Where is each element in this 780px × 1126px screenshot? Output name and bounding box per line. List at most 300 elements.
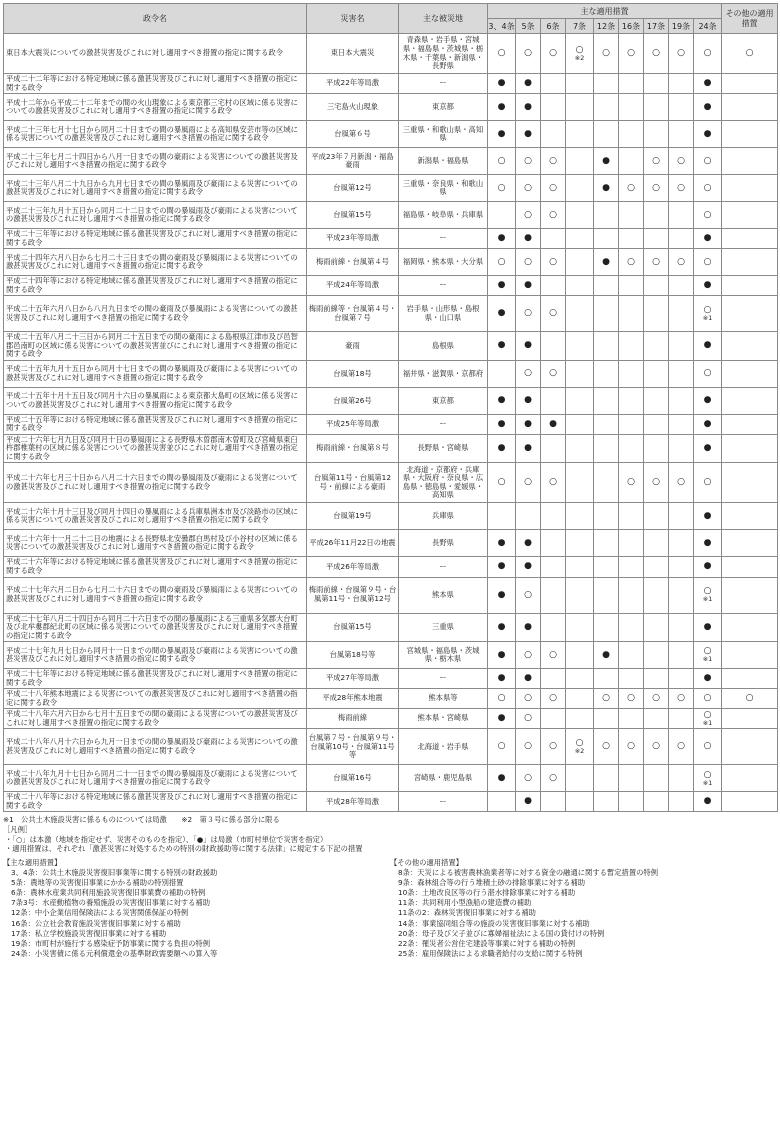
measure-mark: ● bbox=[524, 128, 532, 139]
measure-mark-cell bbox=[669, 34, 694, 74]
legend-item: 14条：事業協同組合等の施設の災害復旧事業に対する補助 bbox=[398, 918, 590, 928]
table-row bbox=[4, 613, 778, 642]
measure-mark: ● bbox=[497, 589, 506, 600]
other-measure-cell bbox=[722, 202, 778, 229]
measure-mark-cell bbox=[516, 530, 541, 557]
measure-mark: ○ bbox=[677, 182, 685, 193]
measure-mark-cell bbox=[669, 613, 694, 642]
header-col-7: 19条 bbox=[669, 19, 694, 34]
table-row bbox=[4, 74, 778, 94]
measure-mark-cell bbox=[669, 202, 694, 229]
measure-mark: ○ bbox=[703, 155, 712, 166]
measure-mark-cell bbox=[619, 669, 644, 689]
decree-name-cell: 平成二十八年等における特定地域に係る激甚災害及びこれに対し適用すべき措置の指定に関する政令 bbox=[4, 792, 307, 812]
measure-mark-cell bbox=[594, 642, 619, 669]
measure-mark: ○ bbox=[703, 182, 712, 193]
measure-mark-cell bbox=[694, 765, 722, 792]
measure-mark: ○ bbox=[524, 693, 532, 704]
measure-mark-cell bbox=[619, 613, 644, 642]
measure-mark-cell bbox=[541, 577, 566, 613]
disaster-name-cell: 台風第26号 bbox=[307, 387, 399, 414]
measure-mark: ○ bbox=[652, 48, 660, 58]
measure-mark-cell bbox=[594, 249, 619, 276]
decree-name-cell: 平成二十五年九月十五日から同月十七日までの間の暴風雨及び豪雨による災害についての激甚災害及びこれに対し適用すべき措置の指定に関する政令 bbox=[4, 360, 307, 387]
measure-mark: ○ bbox=[677, 256, 685, 267]
legend-item: 11条の2：森林災害復旧事業に対する補助 bbox=[398, 908, 536, 918]
measure-mark-cell bbox=[669, 463, 694, 503]
other-measure-cell bbox=[722, 669, 778, 689]
table-row bbox=[4, 414, 778, 434]
disaster-name-cell: 三宅島火山現象 bbox=[307, 94, 399, 121]
measure-mark-cell bbox=[594, 530, 619, 557]
measure-mark-cell bbox=[644, 175, 669, 202]
decree-name-cell: 平成二十五年八月二十三日から同月二十五日までの間の豪雨による島根県江津市及び邑智郡邑南町の区域に係る災害についての激甚災害並びにこれに対し適用すべき措置の指定に関する政令 bbox=[4, 332, 307, 361]
measure-mark: ● bbox=[703, 128, 712, 139]
header-area: 主な被災地 bbox=[399, 4, 488, 34]
measure-mark-cell bbox=[619, 229, 644, 249]
measure-mark-cell bbox=[541, 669, 566, 689]
other-measure-cell bbox=[722, 276, 778, 296]
measure-mark-cell bbox=[541, 296, 566, 332]
measure-mark: ○ bbox=[524, 368, 532, 379]
disaster-name-cell: 台風第15号 bbox=[307, 613, 399, 642]
decree-name-cell: 平成二十五年六月八日から八月九日までの間の豪雨及び暴風雨による災害についての激甚災害及びこれに対し適用すべき措置の指定に関する政令 bbox=[4, 296, 307, 332]
legend-line-1: ・「○」は本激（地域を指定せず、災害そのものを指定）、「●」は局激（市町村単位で災害を指定） bbox=[5, 834, 328, 844]
measure-mark-cell bbox=[619, 729, 644, 765]
measure-mark-cell bbox=[644, 463, 669, 503]
measure-mark-cell bbox=[541, 249, 566, 276]
measure-mark: ● bbox=[524, 621, 532, 632]
measure-mark-cell bbox=[594, 34, 619, 74]
measure-mark-cell bbox=[516, 463, 541, 503]
table-row bbox=[4, 202, 778, 229]
measure-mark: ● bbox=[497, 308, 506, 319]
measure-mark: ● bbox=[703, 561, 712, 572]
other-measure-cell: ○ bbox=[722, 689, 778, 709]
measure-mark-cell bbox=[516, 276, 541, 296]
measure-mark-cell bbox=[566, 74, 594, 94]
disaster-name-cell: 平成28年等局激 bbox=[307, 792, 399, 812]
measure-mark-cell bbox=[541, 792, 566, 812]
table-row bbox=[4, 121, 778, 148]
measure-mark: ● bbox=[497, 395, 506, 406]
disaster-name-cell: 豪雨 bbox=[307, 332, 399, 361]
measure-mark-cell bbox=[669, 577, 694, 613]
measure-mark-cell bbox=[541, 276, 566, 296]
measure-mark-cell bbox=[694, 434, 722, 463]
measure-mark-cell bbox=[516, 94, 541, 121]
measure-mark-cell bbox=[488, 613, 516, 642]
measure-mark-cell bbox=[566, 34, 594, 74]
measure-mark-cell bbox=[669, 332, 694, 361]
decree-name-cell: 平成十二年から平成二十二年までの間の火山現象による東京都三宅村の区域に係る災害についての激甚災害及びこれに対し適用すべき措置の指定に関する政令 bbox=[4, 94, 307, 121]
measure-mark-cell bbox=[694, 530, 722, 557]
measure-mark-cell bbox=[488, 557, 516, 577]
measure-mark-cell bbox=[644, 642, 669, 669]
table-row bbox=[4, 792, 778, 812]
measure-mark-cell bbox=[694, 577, 722, 613]
other-measure-cell bbox=[722, 229, 778, 249]
measure-mark: ○ bbox=[524, 649, 532, 660]
measure-mark-cell bbox=[644, 332, 669, 361]
measure-mark-cell bbox=[488, 689, 516, 709]
measure-mark-cell bbox=[694, 792, 722, 812]
other-measure-cell bbox=[722, 414, 778, 434]
measure-mark-cell bbox=[619, 276, 644, 296]
measure-mark: ● bbox=[497, 418, 506, 429]
measure-mark: ○ bbox=[549, 477, 557, 488]
measure-mark: ○ bbox=[652, 256, 660, 267]
measure-mark-cell bbox=[619, 689, 644, 709]
measure-mark-cell bbox=[541, 463, 566, 503]
measure-mark-cell bbox=[516, 34, 541, 74]
measure-mark: ○ bbox=[524, 308, 532, 319]
measure-mark-cell bbox=[566, 296, 594, 332]
measure-mark: ● bbox=[497, 280, 506, 291]
affected-area-cell: 熊本県等 bbox=[399, 689, 488, 709]
other-measure-cell bbox=[722, 613, 778, 642]
header-name: 政令名 bbox=[4, 4, 307, 34]
measure-mark: ● bbox=[602, 649, 610, 660]
measure-mark: ● bbox=[524, 673, 532, 684]
other-measure-cell bbox=[722, 503, 778, 530]
measure-mark-cell bbox=[488, 729, 516, 765]
measure-mark: ○ bbox=[703, 209, 712, 220]
measure-mark-cell bbox=[541, 387, 566, 414]
disaster-name-cell: 平成24年等局激 bbox=[307, 276, 399, 296]
measure-mark: ● bbox=[524, 233, 532, 244]
measure-mark: ● bbox=[549, 418, 557, 429]
measure-mark-cell bbox=[516, 792, 541, 812]
decree-name-cell: 平成二十三年七月十七日から同月二十日までの間の暴風雨による高知県安芸市等の区域に係る災害についての激甚災害及びこれに対し適用すべき措置の指定に関する政令 bbox=[4, 121, 307, 148]
measure-mark: ● bbox=[602, 155, 610, 166]
other-measure-cell bbox=[722, 332, 778, 361]
measure-mark-cell bbox=[488, 94, 516, 121]
legend-item: 19条：市町村が施行する感染症予防事業に関する負担の特例 bbox=[11, 938, 211, 948]
measure-mark: ● bbox=[497, 649, 506, 660]
measure-mark-cell bbox=[488, 360, 516, 387]
table-row bbox=[4, 387, 778, 414]
measure-mark-cell bbox=[619, 148, 644, 175]
measure-mark: ○ bbox=[497, 477, 506, 488]
header-other-measures: その他の適用措置 bbox=[722, 4, 778, 34]
measure-mark-cell bbox=[594, 729, 619, 765]
measure-mark-cell bbox=[488, 296, 516, 332]
measure-mark-cell bbox=[694, 34, 722, 74]
measure-mark-cell bbox=[594, 229, 619, 249]
measure-mark: ● bbox=[497, 621, 506, 632]
affected-area-cell: ー bbox=[399, 414, 488, 434]
measure-mark-cell bbox=[541, 709, 566, 729]
measure-mark-cell bbox=[541, 729, 566, 765]
measure-mark: ● bbox=[524, 340, 532, 351]
measure-mark-cell bbox=[694, 463, 722, 503]
measure-mark: ○ bbox=[575, 44, 584, 55]
measure-mark-cell bbox=[594, 276, 619, 296]
legend-item: 6条：農林水産業共同利用施設災害復旧事業費の補助の特例 bbox=[11, 888, 206, 898]
decree-name-cell: 平成二十七年等における特定地域に係る激甚災害及びこれに対し適用すべき措置の指定に関する政令 bbox=[4, 669, 307, 689]
measure-mark-cell bbox=[644, 414, 669, 434]
measure-mark-cell bbox=[516, 577, 541, 613]
measure-mark-cell bbox=[694, 175, 722, 202]
measure-mark-cell bbox=[694, 332, 722, 361]
measure-mark: ○ bbox=[703, 646, 712, 657]
measure-mark-cell bbox=[541, 121, 566, 148]
measure-mark-cell bbox=[694, 296, 722, 332]
measure-mark-cell bbox=[541, 202, 566, 229]
measure-mark-cell bbox=[619, 557, 644, 577]
measure-mark: ● bbox=[497, 443, 506, 454]
measure-mark: ○ bbox=[677, 693, 685, 704]
measure-mark-cell bbox=[619, 94, 644, 121]
measure-mark: ○ bbox=[524, 741, 532, 752]
measure-mark-cell bbox=[694, 229, 722, 249]
measure-mark-cell bbox=[594, 202, 619, 229]
measure-mark: ● bbox=[602, 256, 610, 267]
header-col-8: 24条 bbox=[694, 19, 722, 34]
measure-mark-cell bbox=[488, 463, 516, 503]
measure-mark-cell bbox=[488, 202, 516, 229]
measure-mark-cell bbox=[541, 414, 566, 434]
decree-name-cell: 平成二十三年八月二十九日から九月七日までの間の暴風雨及び豪雨による災害についての激甚災害及びこれに対し適用すべき措置の指定に関する政令 bbox=[4, 175, 307, 202]
measure-mark-cell bbox=[516, 332, 541, 361]
measure-mark-cell bbox=[669, 557, 694, 577]
affected-area-cell: 北海道・京都府・兵庫県・大阪府・奈良県・広島県・徳島県・愛媛県・高知県 bbox=[399, 463, 488, 503]
measure-mark: ○ bbox=[549, 48, 557, 58]
measure-mark-cell bbox=[669, 360, 694, 387]
decree-name-cell: 平成二十二年等における特定地域に係る激甚災害及びこれに対し適用すべき措置の指定に関する政令 bbox=[4, 74, 307, 94]
measure-mark-cell bbox=[644, 689, 669, 709]
measure-mark: ○ bbox=[703, 368, 712, 379]
table-row bbox=[4, 577, 778, 613]
measure-mark-cell bbox=[488, 74, 516, 94]
measure-mark-cell bbox=[619, 709, 644, 729]
disaster-name-cell: 平成23年等局激 bbox=[307, 229, 399, 249]
measure-mark-cell bbox=[669, 729, 694, 765]
disaster-name-cell: 梅雨前線等・台風第４号・台風第７号 bbox=[307, 296, 399, 332]
other-measure-cell bbox=[722, 121, 778, 148]
measure-mark-cell bbox=[488, 669, 516, 689]
table-row bbox=[4, 642, 778, 669]
measure-mark-cell bbox=[669, 765, 694, 792]
measure-mark: ● bbox=[703, 78, 712, 89]
affected-area-cell: 三重県・奈良県・和歌山県 bbox=[399, 175, 488, 202]
measure-mark-cell bbox=[669, 792, 694, 812]
decree-name-cell: 平成二十六年七月三十日から八月二十六日までの間の暴風雨及び豪雨による災害についての激甚災害及びこれに対し適用すべき措置の指定に関する政令 bbox=[4, 463, 307, 503]
disaster-name-cell: 平成25年等局激 bbox=[307, 414, 399, 434]
table-row bbox=[4, 669, 778, 689]
legend-main-title: 【主な適用措置】 bbox=[3, 858, 62, 868]
measure-mark-cell bbox=[669, 94, 694, 121]
measure-mark-cell bbox=[694, 414, 722, 434]
measure-mark-cell bbox=[694, 557, 722, 577]
other-measure-cell bbox=[722, 94, 778, 121]
measure-mark: ○ bbox=[703, 477, 712, 488]
disaster-name-cell: 梅雨前線・台風第９号・台風第11号・台風第12号 bbox=[307, 577, 399, 613]
measure-mark-cell bbox=[566, 332, 594, 361]
measure-mark-cell bbox=[619, 175, 644, 202]
measure-mark-cell bbox=[594, 557, 619, 577]
measure-mark: ○ bbox=[703, 741, 712, 752]
measure-mark-cell bbox=[488, 387, 516, 414]
affected-area-cell: 青森県・岩手県・宮城県・福島県・茨城県・栃木県・千葉県・新潟県・長野県 bbox=[399, 34, 488, 74]
legend-title: ［凡例］ bbox=[3, 825, 33, 835]
measure-mark-cell bbox=[669, 175, 694, 202]
measure-mark: ○ bbox=[549, 155, 557, 166]
disaster-name-cell: 台風第７号・台風第９号・台風第10号・台風第11号等 bbox=[307, 729, 399, 765]
measure-mark-cell bbox=[644, 249, 669, 276]
measure-mark-cell bbox=[694, 148, 722, 175]
disaster-name-cell: 台風第12号 bbox=[307, 175, 399, 202]
measure-mark-cell bbox=[669, 642, 694, 669]
other-measure-cell bbox=[722, 360, 778, 387]
measure-mark-cell bbox=[488, 709, 516, 729]
decree-table-body bbox=[4, 34, 778, 812]
header-col-1: 5条 bbox=[516, 19, 541, 34]
measure-mark: ● bbox=[703, 280, 712, 291]
measure-mark-cell bbox=[566, 463, 594, 503]
measure-mark: ○ bbox=[627, 182, 635, 193]
measure-mark-cell bbox=[594, 669, 619, 689]
measure-mark: ○ bbox=[677, 741, 685, 752]
measure-mark-cell bbox=[488, 503, 516, 530]
measure-mark: ○ bbox=[627, 256, 635, 267]
legend-item: 25条：雇用保険法による求職者給付の支給に関する特例 bbox=[398, 948, 583, 958]
measure-mark: ○ bbox=[677, 477, 685, 488]
measure-mark-cell bbox=[669, 249, 694, 276]
measure-mark: ○ bbox=[549, 693, 557, 704]
measure-mark: ○ bbox=[677, 155, 685, 166]
measure-mark-cell bbox=[488, 642, 516, 669]
measure-note: ※1 bbox=[702, 655, 713, 664]
measure-mark-cell bbox=[516, 229, 541, 249]
measure-mark: ○ bbox=[524, 772, 532, 783]
measure-mark-cell bbox=[516, 202, 541, 229]
table-row bbox=[4, 463, 778, 503]
affected-area-cell: 福井県・滋賀県・京都府 bbox=[399, 360, 488, 387]
measure-mark-cell bbox=[694, 387, 722, 414]
measure-mark: ○ bbox=[497, 182, 506, 193]
measure-mark-cell bbox=[619, 414, 644, 434]
legend-other-measures bbox=[390, 858, 777, 959]
other-measure-cell bbox=[722, 557, 778, 577]
measure-mark-cell bbox=[566, 613, 594, 642]
measure-mark-cell bbox=[516, 642, 541, 669]
measure-mark-cell bbox=[669, 296, 694, 332]
affected-area-cell: ー bbox=[399, 276, 488, 296]
measure-mark-cell bbox=[619, 121, 644, 148]
measure-mark-cell bbox=[488, 148, 516, 175]
affected-area-cell: ー bbox=[399, 669, 488, 689]
measure-mark: ○ bbox=[549, 308, 557, 319]
measure-mark-cell bbox=[669, 414, 694, 434]
measure-mark: ● bbox=[703, 340, 712, 351]
disaster-name-cell: 平成27年等局激 bbox=[307, 669, 399, 689]
measure-mark: ○ bbox=[703, 693, 712, 704]
legend-item: 22条：罹災者公営住宅建設等事業に対する補助の特例 bbox=[398, 938, 576, 948]
measure-mark: ● bbox=[703, 233, 712, 244]
measure-mark-cell bbox=[594, 689, 619, 709]
decree-name-cell: 平成二十八年九月十七日から同月二十一日までの間の暴風雨及び豪雨による災害についての激甚災害及びこれに対し適用すべき措置の指定に関する政令 bbox=[4, 765, 307, 792]
measure-mark-cell bbox=[669, 74, 694, 94]
measure-mark: ○ bbox=[524, 48, 532, 58]
measure-mark: ○ bbox=[497, 48, 506, 58]
measure-mark-cell bbox=[594, 74, 619, 94]
legend-other-title: 【その他の適用措置】 bbox=[390, 858, 463, 868]
legend-item: 7条3号：水産動植物の養殖施設の災害復旧事業に対する補助 bbox=[11, 898, 211, 908]
legend-item: 9条：森林組合等の行う堆積土砂の排除事業に対する補助 bbox=[398, 878, 586, 888]
measure-mark: ○ bbox=[703, 48, 712, 58]
measure-mark-cell bbox=[541, 642, 566, 669]
legend-item: 5条：農地等の災害復旧事業にかかる補助の特別措置 bbox=[11, 878, 184, 888]
measure-mark-cell bbox=[644, 276, 669, 296]
measure-mark-cell bbox=[488, 765, 516, 792]
measure-mark-cell bbox=[541, 689, 566, 709]
measure-mark-cell bbox=[566, 530, 594, 557]
measure-mark-cell bbox=[619, 792, 644, 812]
measure-mark: ○ bbox=[524, 477, 532, 488]
measure-mark-cell bbox=[644, 34, 669, 74]
header-disaster: 災害名 bbox=[307, 4, 399, 34]
measure-mark-cell bbox=[566, 121, 594, 148]
header-col-0: 3、4条 bbox=[488, 19, 516, 34]
measure-mark: ● bbox=[524, 443, 532, 454]
measure-mark-cell bbox=[541, 332, 566, 361]
measure-mark-cell bbox=[488, 530, 516, 557]
measure-mark-cell bbox=[594, 296, 619, 332]
measure-mark: ● bbox=[703, 101, 712, 112]
disaster-name-cell: 平成22年等局激 bbox=[307, 74, 399, 94]
note-1: ※1 公共土木施設災害に係るものについては局激 ※2 第３号に係る部分に限る bbox=[3, 815, 280, 825]
disaster-name-cell: 台風第６号 bbox=[307, 121, 399, 148]
measure-note: ※2 bbox=[574, 747, 585, 756]
affected-area-cell: ー bbox=[399, 229, 488, 249]
measure-mark-cell bbox=[541, 434, 566, 463]
measure-mark-cell bbox=[516, 360, 541, 387]
disaster-name-cell: 台風第18号等 bbox=[307, 642, 399, 669]
header-main-measures: 主な適用措置 bbox=[488, 4, 722, 19]
measure-mark: ○ bbox=[703, 769, 712, 780]
measure-mark: ○ bbox=[602, 693, 610, 704]
measure-mark-cell bbox=[594, 332, 619, 361]
measure-mark: ● bbox=[602, 182, 610, 193]
measure-mark-cell bbox=[644, 148, 669, 175]
affected-area-cell: ー bbox=[399, 557, 488, 577]
header-col-3: 7条 bbox=[566, 19, 594, 34]
other-measure-cell bbox=[722, 765, 778, 792]
measure-mark-cell bbox=[541, 530, 566, 557]
measure-mark: ● bbox=[497, 233, 506, 244]
measure-mark-cell bbox=[619, 434, 644, 463]
measure-mark-cell bbox=[566, 434, 594, 463]
measure-mark-cell bbox=[669, 530, 694, 557]
measure-mark-cell bbox=[516, 729, 541, 765]
affected-area-cell: 長野県 bbox=[399, 530, 488, 557]
measure-mark-cell bbox=[516, 414, 541, 434]
other-measure-cell bbox=[722, 577, 778, 613]
measure-mark: ○ bbox=[524, 256, 532, 267]
header-col-2: 6条 bbox=[541, 19, 566, 34]
measure-mark: ● bbox=[497, 78, 506, 89]
disaster-name-cell: 梅雨前線 bbox=[307, 709, 399, 729]
measure-mark-cell bbox=[669, 387, 694, 414]
measure-mark: ● bbox=[497, 673, 506, 684]
measure-mark-cell bbox=[566, 642, 594, 669]
measure-mark-cell bbox=[669, 229, 694, 249]
measure-mark-cell bbox=[619, 530, 644, 557]
measure-mark-cell bbox=[594, 121, 619, 148]
measure-mark-cell bbox=[594, 94, 619, 121]
